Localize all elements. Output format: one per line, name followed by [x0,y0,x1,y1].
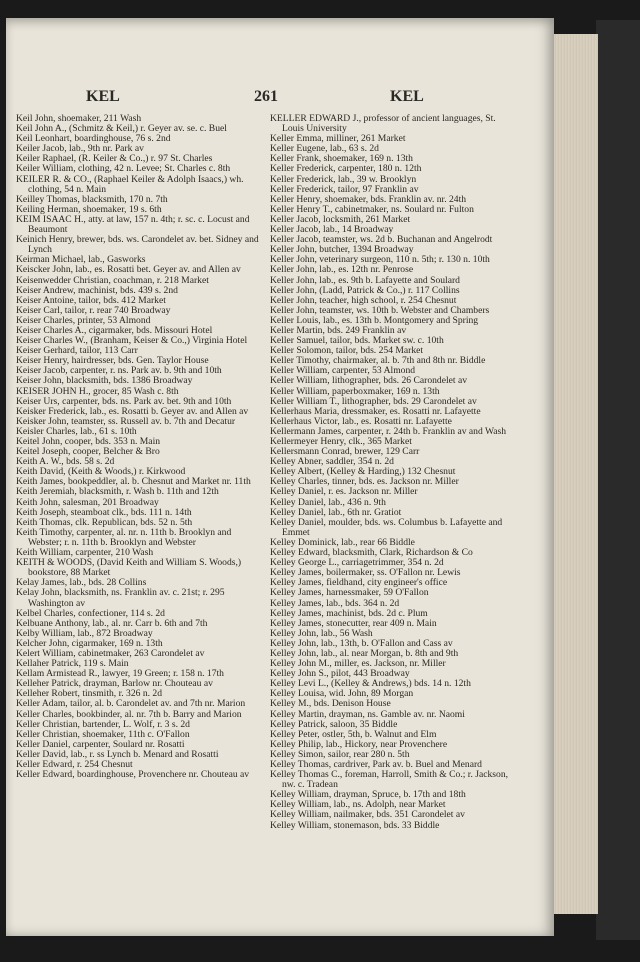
directory-page [6,18,554,936]
directory-entry: Keith Thomas, clk. Republican, bds. 52 n. 5th [16,516,193,528]
directory-entry: Keirman Michael, lab., Gasworks [16,254,146,266]
directory-entry: Keller Samuel, tailor, bds. Market sw. c. 10th [270,335,444,347]
directory-entry: Keiser John, blacksmith, bds. 1386 Broadway [16,375,193,387]
directory-entry: Keller Timothy, chairmaker, al. b. 7th and 8th nr. Biddle [270,355,486,367]
directory-entry: Kellerhaus Maria, dressmaker, es. Rosatti nr. Lafayette [270,405,481,417]
directory-entry: Keller Henry, shoemaker, bds. Franklin av. nr. 24th [270,193,467,205]
directory-entry: KEITH & WOODS, (David Keith and William S. Woods,) bookstore, 88 Market [16,557,242,579]
page-header [6,88,554,110]
directory-entry: Keil John, shoemaker, 211 Wash [16,113,142,124]
directory-entry: Keiser Gerhard, tailor, 113 Carr [16,345,138,357]
directory-entry: Kelay John, blacksmith, ns. Franklin av. c. 21st; r. 295 Washington av [16,587,225,609]
directory-entry: Kelley John, lab., al. near Morgan, b. 8th and 9th [270,647,459,659]
directory-entry: Keith Timothy, carpenter, al. nr. n. 11th b. Brooklyn and Webster; r. n. 11th b. Brooklyn and Webster [16,526,232,548]
directory-entry: Kelley Albert, (Kelley & Harding,) 132 Chesnut [270,466,456,478]
directory-entry: Keller Henry T., cabinetmaker, ns. Soulard nr. Fulton [270,203,474,215]
directory-entry: Kelley Peter, ostler, 5th, b. Walnut and Elm [270,728,437,740]
directory-entry: Kelley Daniel, lab., 6th nr. Gratiot [270,506,402,518]
directory-entry: Keller Edward, r. 254 Chesnut [16,759,133,770]
directory-entry: Keiler William, clothing, 42 n. Levee; St. Charles c. 8th [16,163,231,175]
directory-entry: Keller John, veterinary surgeon, 110 n. 5th; r. 130 n. 10th [270,254,490,266]
directory-entry: Keller Daniel, carpenter, Soulard nr. Rosatti [16,738,185,750]
directory-entry: Kelley Patrick, saloon, 35 Biddle [270,718,398,730]
directory-entry: Kelbel Charles, confectioner, 114 s. 2d [16,607,165,619]
directory-entry: Kelley M., bds. Denison House [270,698,391,710]
directory-entry: Kelley Levi L., (Kelley & Andrews,) bds. 14 n. 12th [270,678,471,690]
directory-entry: Kelley Edward, blacksmith, Clark, Richardson & Co [270,547,473,559]
directory-entry: KEIM ISAAC H., atty. at law, 157 n. 4th; r. sc. c. Locust and Beaumont [16,213,250,236]
directory-entry: Keiler Jacob, lab., 9th nr. Park av [16,143,144,155]
directory-entry: Keisker John, teamster, ss. Russell av. b. 7th and Decatur [16,415,236,427]
directory-entry: Kelley Daniel, lab., 436 n. 9th [270,496,386,508]
directory-entry: Kelley Philip, lab., Hickory, near Provenchere [270,738,448,750]
directory-entry: Keitel Joseph, cooper, Belcher & Bro [16,446,160,458]
directory-entry: Kelley John S., pilot, 443 Broadway [270,668,410,680]
directory-entry: Kelley Martin, drayman, ns. Gamble av. nr. Naomi [270,708,465,720]
directory-entry: Kellerhaus Victor, lab., es. Rosatti nr. Lafayette [270,415,452,427]
directory-entry: Kelley William, drayman, Spruce, b. 17th and 18th [270,789,466,801]
directory-entry: Kelby William, lab., 872 Broadway [16,627,153,639]
page-number: 261 [254,88,278,105]
directory-entry: Keiser Antoine, tailor, bds. 412 Market [16,294,166,306]
directory-entry: Kelley Simon, sailor, rear 280 n. 5th [270,748,410,760]
directory-entry: Keller William, lithographer, bds. 26 Carondelet av [270,375,468,387]
directory-entry: Keller John, (Ladd, Patrick & Co.,) r. 117 Collins [270,284,460,296]
directory-entry: Keller John, lab., es. 12th nr. Penrose [270,264,414,276]
directory-entry: Keisler Charles, lab., 61 s. 10th [16,425,137,437]
directory-entry: Keith David, (Keith & Woods,) r. Kirkwood [16,466,186,478]
directory-entry: Keiser Carl, tailor, r. rear 740 Broadway [16,304,171,316]
directory-entry: Kelley Abner, saddler, 354 n. 2d [270,456,394,468]
directory-entry: Kelley James, lab., bds. 364 n. 2d [270,597,400,609]
directory-entry: Keller Frederick, lab., 39 w. Brooklyn [270,173,417,185]
directory-entry: Kelcher John, cigarmaker, 169 n. 13th [16,637,163,649]
directory-entry: Keith A. W., bds. 58 s. 2d [16,456,115,468]
directory-entry: Kelley William, nailmaker, bds. 351 Carondelet av [270,809,465,821]
left-column [16,114,264,780]
header-left-guideword: KEL [86,88,120,105]
header-right-guideword: KEL [390,88,424,105]
directory-entry: Kelley James, boilermaker, ss. O'Fallon nr. Lewis [270,567,461,579]
directory-entry: Keller John, butcher, 1394 Broadway [270,244,414,256]
directory-entry: Keller Jacob, lab., 14 Broadway [270,224,394,236]
directory-entry: Keiser Charles, printer, 53 Almond [16,314,151,326]
directory-entry: Keller Martin, bds. 249 Franklin av [270,324,407,336]
directory-entry: Kellermeyer Henry, clk., 365 Market [270,436,412,447]
directory-entry: Kelley Daniel, moulder, bds. ws. Columbus b. Lafayette and Emmet [270,516,503,538]
directory-entry: Kelley William, stonemason, bds. 33 Biddle [270,819,440,831]
directory-entry: KEILER R. & CO., (Raphael Keiler & Adolph Isaacs,) wh. clothing, 54 n. Main [16,173,244,195]
directory-entry: Keitel John, cooper, bds. 353 n. Main [16,436,161,447]
directory-entry: Keilley Thomas, blacksmith, 170 n. 7th [16,193,168,205]
directory-entry: Kelert William, cabinetmaker, 263 Carondelet av [16,647,205,659]
book-binding [596,20,640,940]
page-edges [554,34,598,914]
directory-entry: Kelley John, lab., 13th, b. O'Fallon and Cass av [270,637,453,649]
directory-entry: Keith Joseph, steamboat clk., bds. 111 n. 14th [16,506,192,518]
directory-entry: Keller William, carpenter, 53 Almond [270,365,416,377]
directory-entry: Keith William, carpenter, 210 Wash [16,547,154,559]
directory-entry: Keinich Henry, brewer, bds. ws. Carondelet av. bet. Sidney and Lynch [16,234,259,256]
directory-entry: Keiling Herman, shoemaker, 19 s. 6th [16,203,162,215]
directory-entry: Kelley Thomas C., foreman, Harroll, Smith & Co.; r. Jackson, nw. c. Tradean [270,769,509,791]
directory-entry: Keiser Charles A., cigarmaker, bds. Missouri Hotel [16,324,213,336]
directory-entry: Keiser Henry, hairdresser, bds. Gen. Taylor House [16,355,209,367]
directory-entry: Keller John, lab., es. 9th b. Lafayette and Soulard [270,274,460,286]
directory-entry: Keller Christian, shoemaker, 11th c. O'Fallon [16,728,190,740]
directory-entry: Keller John, teamster, ws. 10th b. Webster and Chambers [270,304,490,316]
directory-entry: Keiscker John, lab., es. Rosatti bet. Geyer av. and Allen av [16,264,241,276]
directory-entry: Keller William, paperboxmaker, 169 n. 13th [270,385,440,397]
directory-entry: Kelley James, machinist, bds. 2d c. Plum [270,607,428,619]
directory-entry: Keller Frederick, carpenter, 180 n. 12th [270,163,422,175]
directory-entry: Keller Jacob, locksmith, 261 Market [270,213,411,225]
directory-entry: Kellaher Patrick, 119 s. Main [16,658,129,670]
directory-entry: Keller Christian, bartender, L. Wolf, r. 3 s. 2d [16,718,190,730]
directory-entry: Kelley James, harnessmaker, 59 O'Fallon [270,587,429,599]
directory-entry: Kelley George L., carriagetrimmer, 354 n. 2d [270,557,444,569]
directory-entry: Keith Jeremiah, blacksmith, r. Wash b. 11th and 12th [16,486,219,498]
directory-entry: Kelley William, lab., ns. Adolph, near Market [270,799,446,811]
right-column [270,114,518,831]
directory-entry: Keiler Raphael, (R. Keiler & Co.,) r. 97 St. Charles [16,153,213,165]
directory-entry: Keller Eugene, lab., 63 s. 2d [270,143,379,155]
directory-entry: Keller Frank, shoemaker, 169 n. 13th [270,153,413,165]
directory-entry: Keller Emma, milliner, 261 Market [270,133,406,145]
directory-entry: Kelley John M., miller, es. Jackson, nr. Miller [270,658,446,670]
directory-entry: Kelay James, lab., bds. 28 Collins [16,577,147,589]
directory-entry: Keisenwedder Christian, coachman, r. 218 Market [16,274,209,286]
directory-entry: KEISER JOHN H., grocer, 85 Wash c. 8th [16,385,179,397]
directory-entry: Keller William T., lithographer, bds. 29 Carondelet av [270,395,477,407]
directory-entry: Keller Louis, lab., es. 13th b. Montgomery and Spring [270,314,479,326]
directory-entry: Kelley Louisa, wid. John, 89 Morgan [270,688,414,700]
directory-entry: Kellam Armistead R., lawyer, 19 Green; r. 158 n. 17th [16,668,224,680]
directory-entry: Kellersmann Conrad, brewer, 129 Carr [270,446,420,458]
directory-entry: Keller David, lab., r. ss Lynch b. Menard and Rosatti [16,748,219,760]
directory-entry: Kelley James, fieldhand, city engineer's office [270,577,448,589]
directory-entry: Keil Leonhart, boardinghouse, 76 s. 2nd [16,133,171,145]
directory-entry: Keiser Andrew, machinist, bds. 439 s. 2nd [16,284,178,296]
directory-entry: Keiser Urs, carpenter, bds. ns. Park av. bet. 9th and 10th [16,395,232,407]
directory-entry: Keiser Jacob, carpenter, r. ns. Park av. b. 9th and 10th [16,365,222,377]
directory-entry: Kelley Daniel, r. es. Jackson nr. Miller [270,486,418,498]
directory-entry: Kelbuane Anthony, lab., al. nr. Carr b. 6th and 7th [16,617,208,629]
directory-entry: Kelley Thomas, cardriver, Park av. b. Buel and Menard [270,759,482,770]
directory-entry: Keil John A., (Schmitz & Keil,) r. Geyer av. se. c. Buel [16,123,227,135]
directory-entry: Kelleher Robert, tinsmith, r. 326 n. 2d [16,688,163,700]
directory-entry: Keller Solomon, tailor, bds. 254 Market [270,345,424,357]
directory-entry: Kelley Charles, tinner, bds. es. Jackson nr. Miller [270,476,459,488]
directory-entry: Keller Jacob, teamster, ws. 2d b. Buchanan and Angelrodt [270,234,493,246]
directory-entry: Keller Adam, tailor, al. b. Carondelet av. and 7th nr. Marion [16,698,246,710]
directory-entry: Kelley John, lab., 56 Wash [270,627,373,639]
directory-entry: Keller Charles, bookbinder, al. nr. 7th b. Barry and Marion [16,708,242,720]
directory-entry: Kelley Dominick, lab., rear 66 Biddle [270,536,415,548]
directory-entry: Keisker Frederick, lab., es. Rosatti b. Geyer av. and Allen av [16,405,249,417]
directory-entry: Kellermann James, carpenter, r. 24th b. Franklin av and Wash [270,425,507,437]
directory-entry: Kelleher Patrick, drayman, Barlow nr. Chouteau av [16,678,213,690]
directory-entry: KELLER EDWARD J., professor of ancient languages, St. Louis University [270,113,496,135]
directory-entry: Keith James, bookpeddler, al. b. Chesnut and Market nr. 11th [16,476,251,488]
directory-entry: Keiser Charles W., (Branham, Keiser & Co.,) Virginia Hotel [16,335,248,347]
directory-entry: Keller Edward, boardinghouse, Provenchere nr. Chouteau av [16,769,250,781]
directory-entry: Kelley James, stonecutter, rear 409 n. Main [270,617,437,629]
directory-entry: Keller John, teacher, high school, r. 254 Chesnut [270,294,457,306]
directory-entry: Keith John, salesman, 201 Broadway [16,496,159,508]
directory-entry: Keller Frederick, tailor, 97 Franklin av [270,183,419,195]
